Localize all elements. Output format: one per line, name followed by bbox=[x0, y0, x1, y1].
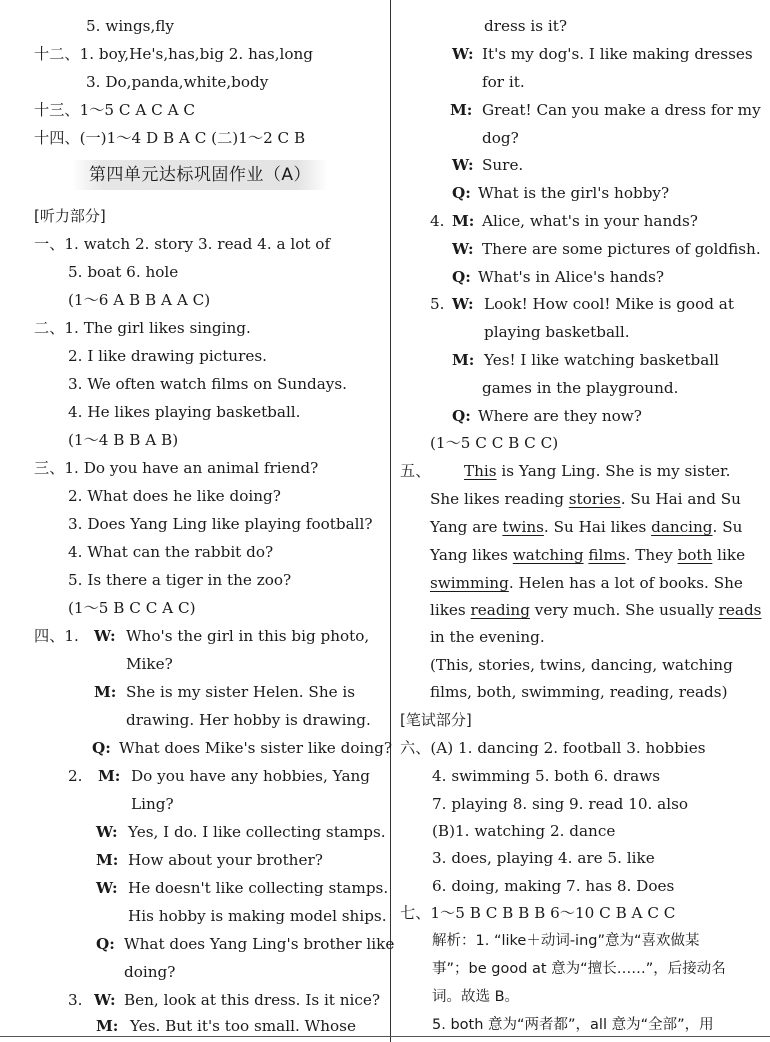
speaker-label: W: bbox=[96, 823, 118, 841]
q3-line: 2. What does he like doing? bbox=[68, 487, 281, 505]
q3-line: 5. Is there a tiger in the zoo? bbox=[68, 571, 292, 589]
speaker-label: Q: bbox=[96, 935, 115, 953]
dialogue-text: What's in Alice's hands? bbox=[478, 268, 665, 286]
q6-line: 4. swimming 5. both 6. draws bbox=[432, 767, 661, 785]
q7-answer: 七、1～5 B C B B B 6～10 C B A C C bbox=[400, 904, 676, 922]
q3-line: 三、1. Do you have an animal friend? bbox=[34, 459, 319, 477]
blank-answer: reading bbox=[470, 601, 530, 619]
q7-explanation: 5. both 意为“两者都”，all 意为“全部”，用 bbox=[432, 1017, 714, 1033]
q5-answer: films, both, swimming, reading, reads) bbox=[430, 683, 728, 701]
passage-line bbox=[430, 600, 761, 620]
q6-line: 7. playing 8. sing 9. read 10. also bbox=[432, 795, 689, 813]
dialogue-text: for it. bbox=[482, 73, 525, 91]
blank-answer: twins bbox=[502, 518, 544, 536]
dialogue-text: Sure. bbox=[482, 156, 524, 174]
dialogue-number: 3. bbox=[68, 991, 83, 1009]
q2-line: 3. We often watch films on Sundays. bbox=[68, 375, 347, 393]
q6-line: 六、(A) 1. dancing 2. football 3. hobbies bbox=[400, 739, 706, 757]
dialogue-number: 2. bbox=[68, 767, 83, 785]
dialogue-text: playing basketball. bbox=[484, 323, 630, 341]
answer-line: 十三、1～5 C A C A C bbox=[34, 101, 196, 119]
q7-explanation: 事”；be good at 意为“擅长……”，后接动名 bbox=[432, 961, 726, 977]
speaker-label: Q: bbox=[452, 407, 471, 425]
dialogue-text: She is my sister Helen. She is bbox=[126, 683, 356, 701]
q7-explanation: 词。故选 B。 bbox=[432, 989, 520, 1005]
listening-header: [听力部分] bbox=[34, 207, 106, 225]
passage-text: like bbox=[712, 546, 746, 564]
blank-answer: films bbox=[588, 546, 626, 564]
passage-text: . Su Hai likes bbox=[543, 518, 652, 536]
speaker-label: Q: bbox=[452, 268, 471, 286]
blank-answer: dancing bbox=[651, 518, 713, 536]
q1-line: 一、1. watch 2. story 3. read 4. a lot of bbox=[34, 235, 331, 253]
dialogue-text: Who's the girl in this big photo, bbox=[126, 627, 370, 645]
dialogue-text: What is the girl's hobby? bbox=[478, 184, 670, 202]
q2-answer: (1～4 B B A B) bbox=[68, 431, 179, 449]
writing-header: [笔试部分] bbox=[400, 711, 472, 729]
q6-line: 6. doing, making 7. has 8. Does bbox=[432, 877, 675, 895]
speaker-label: W: bbox=[452, 240, 474, 258]
dialogue-text: dress is it? bbox=[484, 17, 567, 35]
speaker-label: M: bbox=[96, 851, 119, 869]
speaker-label: M: bbox=[452, 212, 475, 230]
passage-text: Yang likes bbox=[430, 546, 513, 564]
speaker-label: M: bbox=[450, 101, 473, 119]
passage-text: likes bbox=[430, 601, 471, 619]
dialogue-number: 4. bbox=[430, 212, 445, 230]
passage-line bbox=[464, 461, 730, 481]
dialogue-text: drawing. Her hobby is drawing. bbox=[126, 711, 371, 729]
dialogue-text: There are some pictures of goldfish. bbox=[482, 240, 761, 258]
passage-text: is Yang Ling. She is my sister. bbox=[496, 462, 731, 480]
dialogue-number: 四、1. bbox=[34, 627, 79, 645]
dialogue-text: Yes. But it's too small. Whose bbox=[130, 1017, 356, 1035]
dialogue-text: Ben, look at this dress. Is it nice? bbox=[124, 991, 381, 1009]
dialogue-text: Yes, I do. I like collecting stamps. bbox=[128, 823, 386, 841]
dialogue-text: doing? bbox=[124, 963, 176, 981]
blank-answer: reads bbox=[718, 601, 762, 619]
dialogue-text: Alice, what's in your hands? bbox=[482, 212, 698, 230]
passage-line: in the evening. bbox=[430, 628, 545, 646]
blank-answer: stories bbox=[568, 490, 621, 508]
q1-line: 5. boat 6. hole bbox=[68, 263, 179, 281]
bottom-rule bbox=[0, 1036, 770, 1037]
dialogue-text: His hobby is making model ships. bbox=[128, 907, 387, 925]
answer-line: 3. Do,panda,white,body bbox=[86, 73, 269, 91]
column-divider bbox=[390, 0, 391, 1042]
dialogue-text: Do you have any hobbies, Yang bbox=[131, 767, 371, 785]
dialogue-text: games in the playground. bbox=[482, 379, 679, 397]
question-number: 五、 bbox=[400, 462, 431, 480]
passage-text: . Su Hai and Su bbox=[620, 490, 741, 508]
dialogue-text: Where are they now? bbox=[478, 407, 642, 425]
dialogue-text: It's my dog's. I like making dresses bbox=[482, 45, 753, 63]
q2-line: 4. He likes playing basketball. bbox=[68, 403, 301, 421]
q5-answer: (This, stories, twins, dancing, watching bbox=[430, 656, 733, 674]
blank-answer: watching bbox=[512, 546, 584, 564]
answer-line: 十四、(一)1～4 D B A C (二)1～2 C B bbox=[34, 129, 306, 147]
q7-explanation: 解析：1. “like＋动词-ing”意为“喜欢做某 bbox=[432, 933, 700, 949]
q6-line: 3. does, playing 4. are 5. like bbox=[432, 849, 655, 867]
speaker-label: W: bbox=[452, 45, 474, 63]
dialogue-text: Look! How cool! Mike is good at bbox=[484, 295, 734, 313]
dialogue-text: Mike? bbox=[126, 655, 173, 673]
speaker-label: Q: bbox=[452, 184, 471, 202]
speaker-label: W: bbox=[94, 627, 116, 645]
speaker-label: M: bbox=[94, 683, 117, 701]
passage-line bbox=[430, 489, 741, 509]
dialogue-text: How about your brother? bbox=[128, 851, 323, 869]
dialogue-number: 5. bbox=[430, 295, 445, 313]
speaker-label: M: bbox=[452, 351, 475, 369]
dialogue-text: What does Mike's sister like doing? bbox=[119, 739, 392, 757]
speaker-label: W: bbox=[96, 879, 118, 897]
speaker-label: M: bbox=[96, 1017, 119, 1035]
dialogue-text: He doesn't like collecting stamps. bbox=[128, 879, 389, 897]
passage-line bbox=[430, 517, 742, 537]
speaker-label: W: bbox=[452, 295, 474, 313]
q2-line: 二、1. The girl likes singing. bbox=[34, 319, 251, 337]
dialogue-text: Yes! I like watching basketball bbox=[484, 351, 719, 369]
q2-line: 2. I like drawing pictures. bbox=[68, 347, 267, 365]
q4-answer: (1～5 C C B C C) bbox=[430, 434, 559, 452]
speaker-label: Q: bbox=[92, 739, 111, 757]
q3-answer: (1～5 B C C A C) bbox=[68, 599, 196, 617]
dialogue-text: What does Yang Ling's brother like bbox=[124, 935, 395, 953]
speaker-label: W: bbox=[452, 156, 474, 174]
dialogue-text: dog? bbox=[482, 129, 519, 147]
passage-text: . Helen has a lot of books. She bbox=[508, 574, 743, 592]
q3-line: 3. Does Yang Ling like playing football? bbox=[68, 515, 373, 533]
passage-text: very much. She usually bbox=[529, 601, 719, 619]
dialogue-text: Great! Can you make a dress for my bbox=[482, 101, 761, 119]
passage-text: She likes reading bbox=[430, 490, 569, 508]
passage-text: . Su bbox=[712, 518, 743, 536]
q6-line: (B)1. watching 2. dance bbox=[432, 822, 616, 840]
dialogue-text: Ling? bbox=[131, 795, 174, 813]
blank-answer: This bbox=[464, 462, 497, 480]
passage-line bbox=[430, 545, 745, 565]
q3-line: 4. What can the rabbit do? bbox=[68, 543, 274, 561]
speaker-label: W: bbox=[94, 991, 116, 1009]
passage-text: . They bbox=[625, 546, 678, 564]
passage-text: Yang are bbox=[430, 518, 503, 536]
passage-line bbox=[430, 573, 743, 593]
answer-line: 十二、1. boy,He's,has,big 2. has,long bbox=[34, 45, 314, 63]
section-title: 第四单元达标巩固作业（A） bbox=[72, 160, 328, 190]
blank-answer: swimming bbox=[430, 574, 509, 592]
speaker-label: M: bbox=[98, 767, 121, 785]
q1-answer: (1～6 A B B A A C) bbox=[68, 291, 211, 309]
answer-line: 5. wings,fly bbox=[86, 17, 175, 35]
blank-answer: both bbox=[677, 546, 713, 564]
